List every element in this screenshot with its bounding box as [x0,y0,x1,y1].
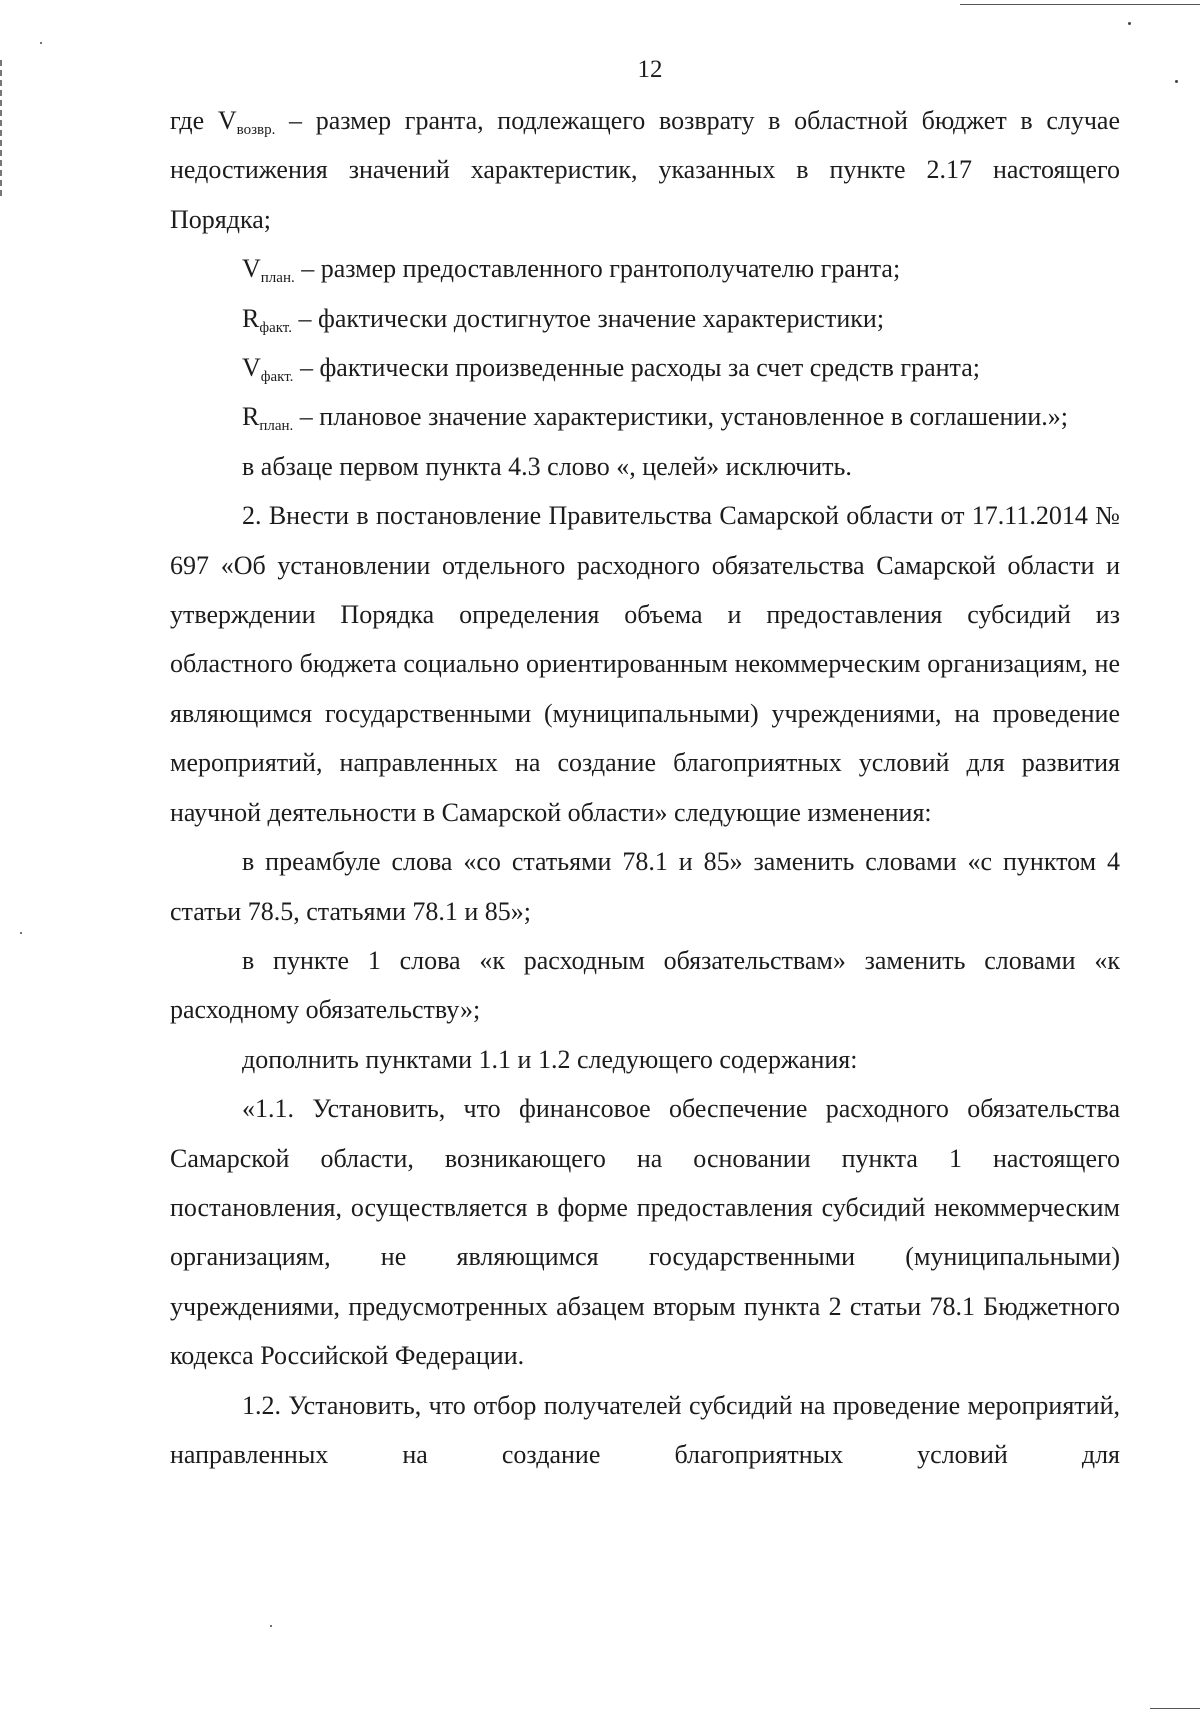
subscript-plan: план. [260,270,295,287]
paragraph-r-fakt: $R_{факт.}$ – фактически достигнутое значение характеристики; [242,303,885,336]
paragraph-v-fakt: $V_{факт.}$ – фактически произведенные расходы за счет средств гранта; [242,353,980,386]
paragraph-1-2: 1.2. Установить, что отбор получателей субсидий на проведение мероприятий, направленных на создание благоприятных условий для [170,1390,1120,1469]
scan-line-top [960,4,1200,5]
symbol-v: V [242,254,261,284]
paragraph-add-points: дополнить пунктами 1.1 и 1.2 следующего содержания: [242,1044,858,1074]
symbol-v: V [217,106,237,135]
subscript-vozvr: возвр. [236,122,276,138]
scan-speck [40,42,42,44]
paragraph-r-plan: $R_{план.}$ – плановое значение характеристики, установленное в соглашении.»; [242,402,1068,435]
paragraph-preamble: в преамбуле слова «со статьями 78.1 и 85» заменить словами «с пунктом 4 статьи 78.5, статьями 78.1 и 85»; [170,847,1120,926]
scan-line-bottom [1150,1708,1200,1709]
paragraph-v-vozvr: где $V_{возвр.}$ – размер гранта, подлежащего возврату в областной бюджет в случае недостижения значений характеристик, указанных в пункте 2.17 настоящего Порядка; [170,106,1120,234]
symbol-r: R [242,402,260,432]
scan-speck [1128,22,1131,25]
paragraph-1-1: «1.1. Установить, что финансовое обеспечение расходного обязательства Самарской области, возникающего на основании пункта 1 настоящего постановления, осуществляется в форме предоставления субсидий некоммерческим организациям, не являющимся государственными (муниципальными) учреждениями, предусмотренных абзацем вторым пункта 2 статьи 78.1 Бюджетного кодекса Российской Федерации. [170,1094,1120,1371]
symbol-r: R [242,303,260,333]
document-body [170,96,1120,1479]
paragraph-item-2: 2. Внести в постановление Правительства Самарской области от 17.11.2014 № 697 «Об установлении отдельного расходного обязательства Самарской области и утверждении Порядка определения объема и предоставления субсидий из областного бюджета социально ориентированным некоммерческим организациям, не являющимся государственными (муниципальными) учреждениями, на проведение мероприятий, направленных на создание благоприятных условий для развития научной деятельности в Самарской области» следующие изменения: [170,501,1120,827]
scan-speck [270,1625,272,1627]
subscript-plan: план. [259,418,294,435]
paragraph-v-plan: $V_{план.}$ – размер предоставленного грантополучателю гранта; [242,254,901,287]
page-number: 12 [637,56,663,83]
paragraph-point-1: в пункте 1 слова «к расходным обязательствам» заменить словами «к расходному обязательству»; [170,945,1120,1025]
paragraph-4-3: в абзаце первом пункта 4.3 слово «, целей» исключить. [242,451,852,481]
scan-speck [20,932,22,934]
subscript-fakt: факт. [259,319,292,336]
symbol-v: V [242,353,261,383]
subscript-fakt: факт. [260,369,294,386]
